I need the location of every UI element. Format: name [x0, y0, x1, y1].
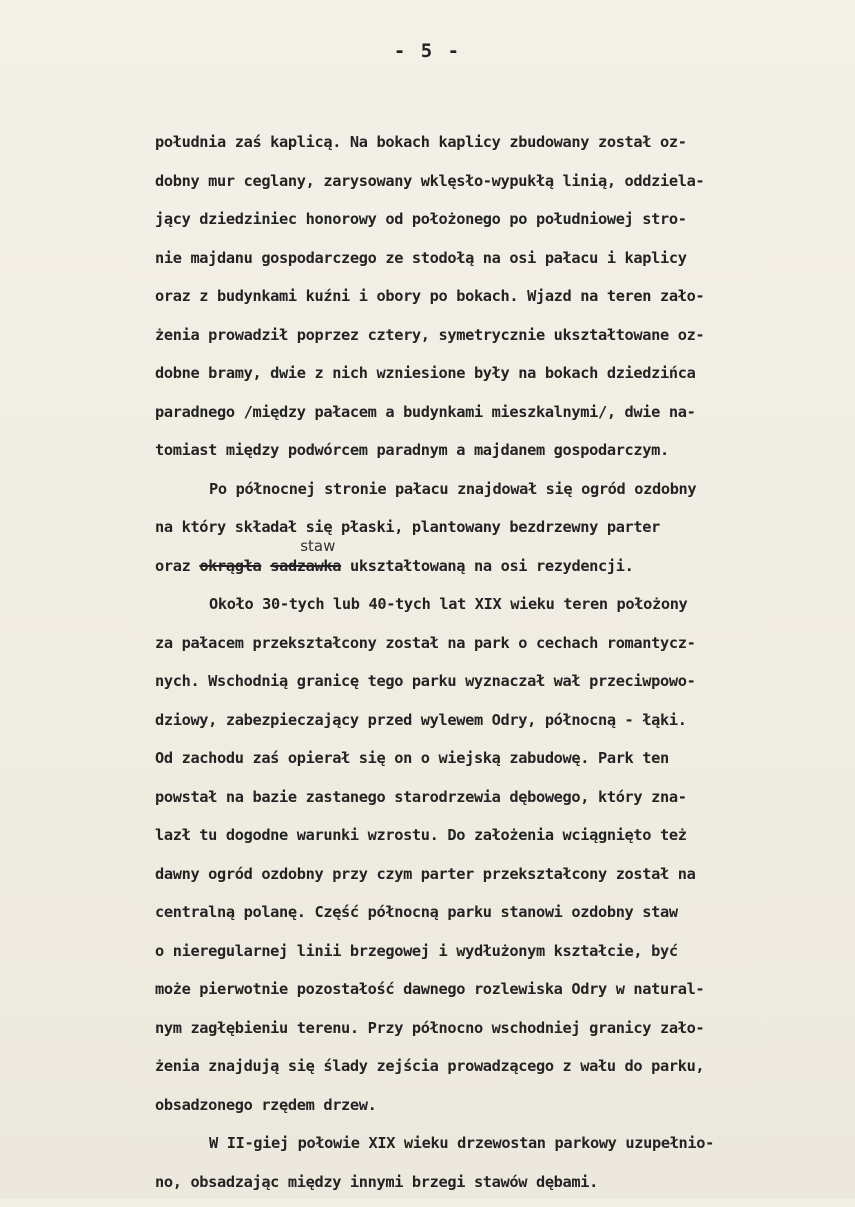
text-line: no, obsadzając między innymi brzegi stawów dębami.: [155, 1169, 835, 1207]
text-line: nie majdanu gospodarczego ze stodołą na osi pałacu i kaplicy: [155, 245, 835, 284]
correction-wrapper: [270, 553, 341, 579]
text-line: centralną polanę. Część północną parku stanowi ozdobny staw: [155, 899, 835, 938]
page-number: - 5 -: [0, 40, 855, 62]
text-line: dawny ogród ozdobny przy czym parter przekształcony został na: [155, 861, 835, 900]
paragraph-trees: [155, 1130, 835, 1207]
text-fragment: [261, 557, 270, 575]
text-line: dobne bramy, dwie z nich wzniesione były na bokach dziedzińca: [155, 360, 835, 399]
text-line: na który składał się płaski, plantowany bezdrzewny parter: [155, 514, 835, 553]
text-line: żenia znajdują się ślady zejścia prowadzącego z wału do parku,: [155, 1053, 835, 1092]
text-line: lazł tu dogodne warunki wzrostu. Do założenia wciągnięto też: [155, 822, 835, 861]
paragraph-courtyard: [155, 129, 835, 476]
text-line: jący dziedziniec honorowy od położonego po południowej stro-: [155, 206, 835, 245]
text-line: może pierwotnie pozostałość dawnego rozlewiska Odry w natural-: [155, 976, 835, 1015]
text-line: za pałacem przekształcony został na park o cechach romantycz-: [155, 630, 835, 669]
text-line: paradnego /między pałacem a budynkami mieszkalnymi/, dwie na-: [155, 399, 835, 438]
text-line-with-correction: [155, 553, 835, 592]
text-line: W II-giej połowie XIX wieku drzewostan parkowy uzupełnio-: [155, 1130, 835, 1169]
handwritten-insert: staw: [300, 533, 335, 559]
text-line: tomiast między podwórcem paradnym a majdanem gospodarczym.: [155, 437, 835, 476]
text-line: żenia prowadził poprzez cztery, symetrycznie ukształtowane oz-: [155, 322, 835, 361]
text-line: Około 30-tych lub 40-tych lat XIX wieku teren położony: [155, 591, 835, 630]
text-line: południa zaś kaplicą. Na bokach kaplicy zbudowany został oz-: [155, 129, 835, 168]
paragraph-garden: [155, 476, 835, 592]
text-line: dziowy, zabezpieczający przed wylewem Odry, północną - łąki.: [155, 707, 835, 746]
struck-word: sadzawka: [270, 557, 341, 575]
text-line: obsadzonego rzędem drzew.: [155, 1092, 835, 1131]
text-fragment: ukształtowaną na osi rezydencji.: [341, 557, 633, 575]
body-text: [155, 129, 835, 1207]
text-line: nych. Wschodnią granicę tego parku wyznaczał wał przeciwpowo-: [155, 668, 835, 707]
text-line: Od zachodu zaś opierał się on o wiejską zabudowę. Park ten: [155, 745, 835, 784]
paragraph-park: [155, 591, 835, 1130]
text-line: o nieregularnej linii brzegowej i wydłużonym kształcie, być: [155, 938, 835, 977]
text-line: oraz z budynkami kuźni i obory po bokach. Wjazd na teren zało-: [155, 283, 835, 322]
struck-word: okrągła: [199, 557, 261, 575]
text-line: nym zagłębieniu terenu. Przy północno wschodniej granicy zało-: [155, 1015, 835, 1054]
text-fragment: oraz: [155, 557, 199, 575]
text-line: dobny mur ceglany, zarysowany wklęsło-wypukłą linią, oddziela-: [155, 168, 835, 207]
text-line: Po północnej stronie pałacu znajdował się ogród ozdobny: [155, 476, 835, 515]
text-line: powstał na bazie zastanego starodrzewia dębowego, który zna-: [155, 784, 835, 823]
